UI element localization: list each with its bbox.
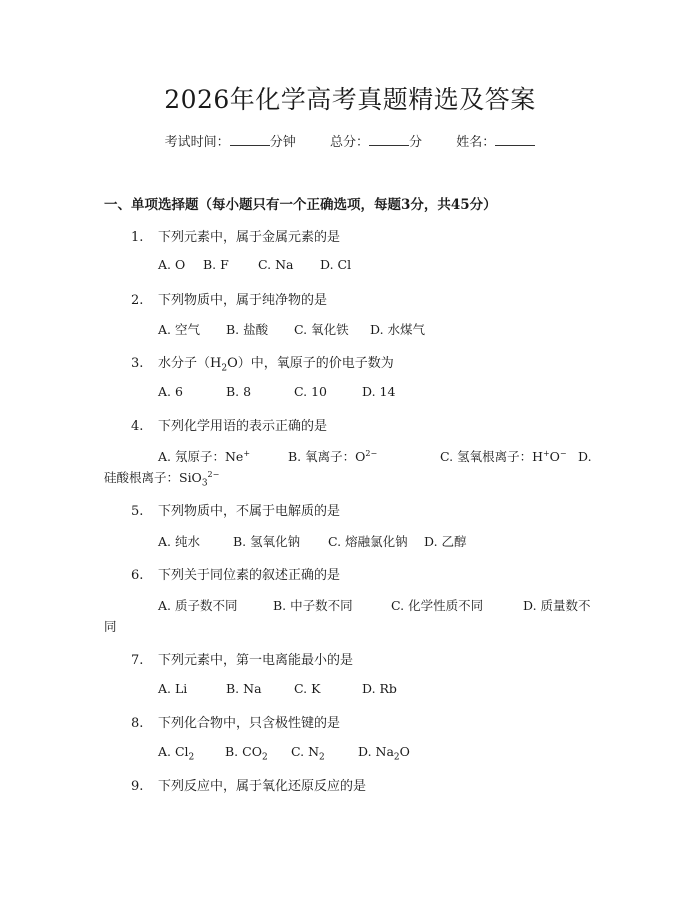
question-8 (131, 712, 340, 731)
question-text: 下列元素中，属于金属元素的是 (158, 230, 341, 245)
question-number: 4. (131, 419, 144, 434)
option-d: D. 乙醇 (424, 534, 467, 549)
option-b: B. 8 (226, 384, 252, 399)
option-a: A. $Cl_2$ (158, 744, 195, 763)
subscript: 2 (221, 363, 228, 374)
question-8-options (158, 744, 410, 763)
question-4 (131, 415, 327, 434)
name-blank (495, 133, 535, 146)
question-text: 下列元素中，第一电离能最小的是 (158, 653, 354, 668)
question-9 (131, 775, 366, 794)
option-b: B. $CO_2$ (225, 744, 268, 763)
option-a: A. 氖原子：Ne+ (158, 448, 251, 464)
question-4-option-d: 硅酸根离子：SiO$_3^{2-}$ (104, 469, 220, 489)
option-a: A. 质子数不同 (158, 598, 238, 613)
option-b: B. 盐酸 (226, 322, 269, 337)
question-number: 6. (131, 568, 144, 583)
option-d: D. Cl (320, 257, 352, 272)
option-d: D. Rb (362, 681, 397, 696)
question-text-b: O）中，氧原子的价电子数为 (227, 356, 394, 371)
question-text: 下列物质中，不属于电解质的是 (158, 504, 341, 519)
question-5 (131, 500, 340, 519)
question-text: 下列反应中，属于氧化还原反应的是 (158, 779, 367, 794)
option-d: D. $Na_2O$ (358, 744, 410, 763)
option-a: A. 空气 (158, 322, 200, 337)
option-a: A. O (158, 257, 186, 272)
section-heading: 一、单项选择题（每小题只有一个正确选项，每题3分，共45分） (104, 197, 497, 213)
time-label: 考试时间： (164, 135, 230, 150)
option-a: A. 6 (158, 384, 183, 399)
option-c: C. Na (258, 257, 294, 272)
question-6-wrap: 同 (104, 619, 117, 634)
option-c: C. 熔融氯化钠 (328, 534, 408, 549)
option-a: A. Li (158, 681, 188, 696)
option-b: B. Na (226, 681, 262, 696)
option-c: C. 10 (294, 384, 327, 399)
question-number: 8. (131, 716, 144, 731)
question-number: 9. (131, 779, 144, 794)
question-6-options (158, 596, 591, 614)
option-b: B. 中子数不同 (273, 598, 353, 613)
option-d: D. 14 (362, 384, 396, 399)
option-d: D. 质量数不 (523, 598, 591, 613)
question-7-options (158, 681, 397, 696)
question-5-options (158, 532, 467, 550)
question-number: 7. (131, 653, 144, 668)
score-unit: 分 (409, 135, 423, 150)
exam-meta (0, 131, 700, 150)
question-7 (131, 649, 353, 668)
question-number: 2. (131, 293, 144, 308)
question-text: 下列化学用语的表示正确的是 (158, 419, 328, 434)
option-b: B. 氧离子：$O^{2-}$ (288, 448, 378, 464)
option-c: C. K (294, 681, 321, 696)
score-label: 总分： (329, 135, 369, 150)
question-6 (131, 564, 340, 583)
time-blank (230, 133, 270, 146)
question-2-options (158, 320, 425, 338)
question-number: 5. (131, 504, 144, 519)
question-3 (131, 352, 394, 374)
option-c: C. 氧化铁 (294, 322, 349, 337)
option-a: A. 纯水 (158, 534, 200, 549)
page-title: 2026年化学高考真题精选及答案 (164, 85, 536, 114)
option-b: B. F (203, 257, 229, 272)
question-text: 下列物质中，属于纯净物的是 (158, 293, 328, 308)
option-b: B. 氢氧化钠 (233, 534, 301, 549)
question-2 (131, 289, 327, 308)
question-text: 下列关于同位素的叙述正确的是 (158, 568, 341, 583)
option-d-label: D. (578, 449, 592, 464)
score-blank (369, 133, 409, 146)
question-1-options (158, 257, 351, 272)
option-d: D. 水煤气 (370, 322, 426, 337)
option-c: C. 化学性质不同 (391, 598, 484, 613)
option-c: C. 氢氧根离子：H+O− (440, 448, 567, 464)
question-3-options (158, 384, 395, 399)
question-1 (131, 226, 340, 245)
time-unit: 分钟 (269, 135, 296, 150)
question-number: 1. (131, 230, 144, 245)
question-text-a: 水分子（H (158, 356, 222, 371)
question-number: 3. (131, 356, 144, 371)
name-label: 姓名： (456, 135, 496, 150)
question-4-options (158, 447, 592, 465)
question-text: 下列化合物中，只含极性键的是 (158, 716, 341, 731)
option-c: C. $N_2$ (291, 744, 325, 763)
